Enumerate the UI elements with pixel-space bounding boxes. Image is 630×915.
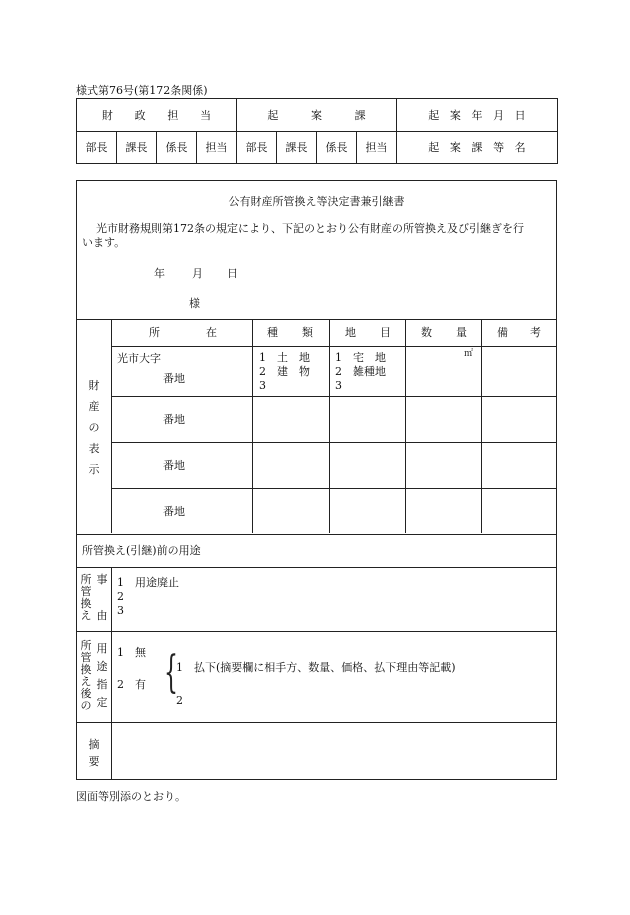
divider <box>405 319 406 533</box>
finance-group-char: 担 <box>167 108 179 122</box>
date-year-label[interactable]: 年 <box>154 267 165 280</box>
divider <box>252 319 253 533</box>
draft-date-char: 日 <box>514 108 526 122</box>
land-option: 1 宅 地 <box>335 351 386 364</box>
designation-sub-option-1[interactable]: 1 払下(摘要欄に相手方、数量、価格、払下理由等記載) <box>176 661 456 674</box>
divider <box>77 722 556 723</box>
divider <box>111 319 112 533</box>
draft-date-char: 年 <box>471 108 483 122</box>
finance-group-char: 政 <box>134 108 146 122</box>
land-option: 3 <box>335 379 342 392</box>
divider <box>329 319 330 533</box>
col-location-header: 所 在 <box>149 326 217 339</box>
approval-table <box>76 98 558 164</box>
divider <box>77 319 556 320</box>
property-side-label: 財 産 の 表 示 <box>88 379 100 476</box>
location-prefix[interactable]: 光市大字 <box>117 352 161 365</box>
land-option: 2 雑種地 <box>335 365 386 378</box>
land-options[interactable] <box>335 351 386 393</box>
finance-group-char: 当 <box>200 108 212 122</box>
banchi-label[interactable]: 番地 <box>163 505 185 518</box>
form-number: 様式第76号(第172条関係) <box>76 84 208 97</box>
brace-icon: { <box>164 647 178 698</box>
draft-date-char: 案 <box>449 108 461 122</box>
draft-group-char: 起 <box>267 108 279 122</box>
divider <box>111 396 556 397</box>
date-day-label[interactable]: 日 <box>227 267 238 280</box>
reason-item: 3 <box>117 604 124 617</box>
draft-dept-char: 名 <box>514 141 526 155</box>
intro-text-line1: 光市財務規則第172条の規定により、下記のとおり公有財産の所管換え及び引継ぎを行 <box>96 222 524 235</box>
draft-group-char: 案 <box>310 108 322 122</box>
designation-label-col2: 用 途 指 定 <box>96 642 108 709</box>
draft-date-char: 月 <box>493 108 505 122</box>
finance-group-header <box>77 99 237 132</box>
reason-item: 2 <box>117 590 124 603</box>
footer-note: 図面等別添のとおり。 <box>76 790 186 803</box>
type-option: 1 土 地 <box>259 351 310 364</box>
divider <box>77 567 556 568</box>
draft-date-char: 起 <box>428 108 440 122</box>
draft-dept-header[interactable] <box>397 131 558 164</box>
designation-has-option[interactable]: 2 有 <box>117 678 146 691</box>
finance-role-cell[interactable]: 部長 <box>77 131 117 164</box>
finance-role-cell[interactable]: 係長 <box>157 131 197 164</box>
divider <box>111 442 556 443</box>
draft-dept-char: 等 <box>493 141 505 155</box>
reason-label-left: 所 管 換 え <box>80 573 92 622</box>
form-title: 公有財産所管換え等決定書兼引継書 <box>228 195 405 208</box>
divider <box>111 488 556 489</box>
draft-role-cell[interactable]: 部長 <box>237 131 277 164</box>
banchi-label[interactable]: 番地 <box>163 372 185 385</box>
divider <box>111 346 556 347</box>
divider <box>111 567 112 779</box>
reason-item: 1 用途廃止 <box>117 576 179 589</box>
finance-role-cell[interactable]: 担当 <box>197 131 237 164</box>
designation-label-col1: 所 管 換 え 後 の <box>80 639 92 712</box>
banchi-label[interactable]: 番地 <box>163 413 185 426</box>
divider <box>77 631 556 632</box>
col-quantity-header: 数 量 <box>421 326 467 339</box>
reason-label-right: 事 由 <box>96 573 108 622</box>
designation-none-option[interactable]: 1 無 <box>117 646 146 659</box>
col-type-header: 種 類 <box>267 326 313 339</box>
draft-dept-char: 起 <box>428 141 440 155</box>
draft-group-header <box>237 99 397 132</box>
divider <box>77 534 556 535</box>
reason-items[interactable] <box>117 576 179 618</box>
transfer-form <box>76 180 557 780</box>
prior-use-label: 所管換え(引継)前の用途 <box>82 544 201 557</box>
col-land-header: 地 目 <box>345 326 391 339</box>
banchi-label[interactable]: 番地 <box>163 459 185 472</box>
finance-group-char: 財 <box>101 108 113 122</box>
draft-date-header <box>397 99 558 132</box>
summary-field[interactable] <box>113 724 554 777</box>
summary-label: 摘 要 <box>88 738 100 768</box>
draft-group-char: 課 <box>354 108 366 122</box>
draft-role-cell[interactable]: 係長 <box>317 131 357 164</box>
type-options[interactable] <box>259 351 310 393</box>
date-month-label[interactable]: 月 <box>192 267 203 280</box>
draft-dept-char: 案 <box>449 141 461 155</box>
divider <box>481 319 482 533</box>
draft-dept-char: 課 <box>471 141 483 155</box>
intro-text-line2: います。 <box>82 236 126 249</box>
draft-role-cell[interactable]: 課長 <box>277 131 317 164</box>
finance-role-cell[interactable]: 課長 <box>117 131 157 164</box>
type-option: 2 建 物 <box>259 365 310 378</box>
col-remarks-header: 備 考 <box>497 326 541 339</box>
area-unit: ㎡ <box>464 349 474 359</box>
addressee-label[interactable]: 様 <box>189 297 200 310</box>
draft-role-cell[interactable]: 担当 <box>357 131 397 164</box>
designation-sub-option-2[interactable]: 2 <box>176 694 183 707</box>
type-option: 3 <box>259 379 266 392</box>
